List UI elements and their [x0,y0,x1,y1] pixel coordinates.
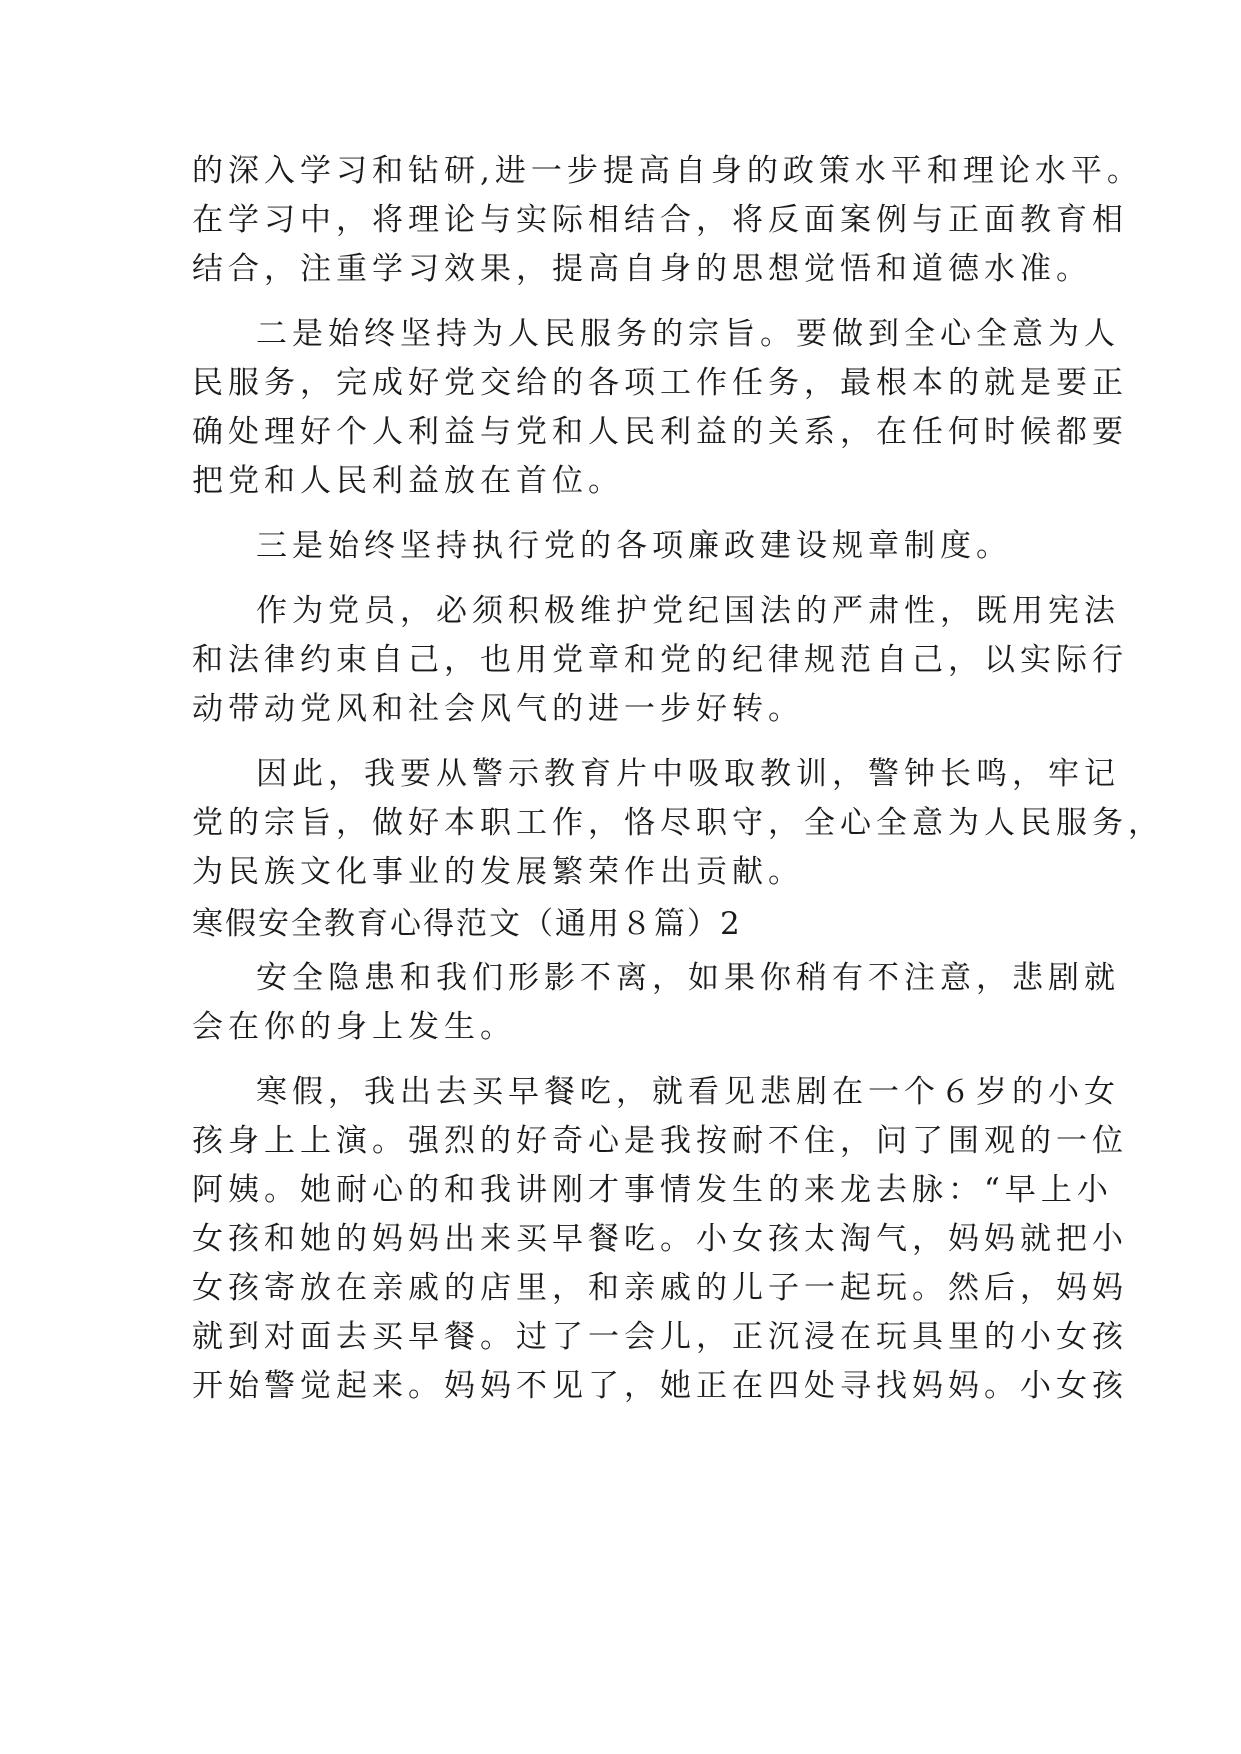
paragraph-line: 结合，注重学习效果，提高自身的思想觉悟和道德水准。 [192,251,1092,287]
paragraph-line: 孩身上上演。强烈的好奇心是我按耐不住，问了围观的一位 [192,1123,1128,1159]
paragraph-line: 把党和人民利益放在首位。 [192,463,624,499]
paragraph-line: 因此，我要从警示教育片中吸取教训，警钟长鸣，牢记 [256,756,1120,792]
paragraph-line: 党的宗旨，做好本职工作，恪尽职守，全心全意为人民服务， [192,805,1164,841]
paragraph-line: 三是始终坚持执行党的各项廉政建设规章制度。 [256,528,1012,564]
paragraph-line: 阿姨。她耐心的和我讲刚才事情发生的来龙去脉：“早上小 [192,1172,1113,1208]
paragraph-line: 确处理好个人利益与党和人民利益的关系，在任何时候都要 [192,414,1128,450]
paragraph-line: 的深入学习和钻研,进一步提高自身的政策水平和理论水平。 [192,153,1143,189]
paragraph-line: 寒假，我出去买早餐吃，就看见悲剧在一个６岁的小女 [256,1074,1120,1110]
paragraph-line: 动带动党风和社会风气的进一步好转。 [192,691,804,727]
paragraph-line: 作为党员，必须积极维护党纪国法的严肃性，既用宪法 [256,593,1120,629]
paragraph-line: 女孩和她的妈妈出来买早餐吃。小女孩太淘气，妈妈就把小 [192,1221,1128,1257]
paragraph-line: 和法律约束自己，也用党章和党的纪律规范自己，以实际行 [192,642,1128,678]
paragraph-line: 在学习中，将理论与实际相结合，将反面案例与正面教育相 [192,202,1128,238]
paragraph-line: 二是始终坚持为人民服务的宗旨。要做到全心全意为人 [256,316,1120,352]
paragraph-line: 会在你的身上发生。 [192,1009,516,1045]
paragraph-line: 安全隐患和我们形影不离，如果你稍有不注意，悲剧就 [256,960,1120,996]
section-heading: 寒假安全教育心得范文（通用８篇）2 [192,906,742,942]
paragraph-line: 民服务，完成好党交给的各项工作任务，最根本的就是要正 [192,365,1128,401]
paragraph-line: 开始警觉起来。妈妈不见了，她正在四处寻找妈妈。小女孩 [192,1368,1128,1404]
paragraph-line: 女孩寄放在亲戚的店里，和亲戚的儿子一起玩。然后，妈妈 [192,1270,1128,1306]
paragraph-line: 为民族文化事业的发展繁荣作出贡献。 [192,854,804,890]
paragraph-line: 就到对面去买早餐。过了一会儿，正沉浸在玩具里的小女孩 [192,1319,1128,1355]
